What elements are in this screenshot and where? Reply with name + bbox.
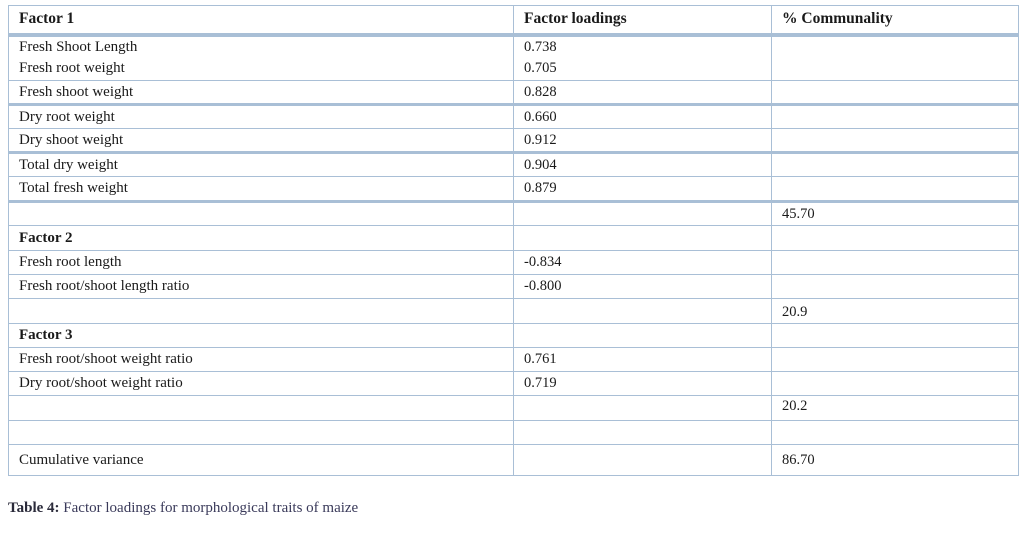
loading-cell [514,202,772,226]
communality-cell [772,105,1019,129]
table-row [9,35,1019,58]
trait-cell [9,299,514,324]
table-row [9,445,1019,476]
communality-value: 20.9 [772,299,1019,324]
loading-cell [514,324,772,348]
communality-cell [772,348,1019,372]
communality-cell [772,421,1019,445]
trait-cell [9,421,514,445]
caption-text: Factor loadings for morphological traits of maize [63,500,359,516]
loading-cell: 0.904 [514,153,772,177]
table-row [9,421,1019,445]
table-row [9,251,1019,275]
loading-cell: -0.800 [514,275,772,299]
table-row [9,348,1019,372]
table-caption [8,500,358,517]
table-row [9,129,1019,153]
trait-cell: Fresh Shoot Length [9,35,514,58]
trait-cell: Fresh root/shoot weight ratio [9,348,514,372]
trait-cell: Dry shoot weight [9,129,514,153]
header-communality: % Communality [772,6,1019,35]
communality-value: 45.70 [772,202,1019,226]
factor-heading: Factor 2 [9,226,514,251]
header-factor: Factor 1 [9,6,514,35]
loading-cell: 0.828 [514,81,772,105]
loading-cell: 0.719 [514,372,772,396]
table-row [9,81,1019,105]
table-row [9,275,1019,299]
cumulative-variance-label: Cumulative variance [9,445,514,476]
communality-cell [772,251,1019,275]
table-row [9,299,1019,324]
communality-cell [772,372,1019,396]
communality-cell [772,324,1019,348]
loading-cell [514,445,772,476]
trait-cell: Total fresh weight [9,177,514,202]
communality-cell [772,177,1019,202]
loading-cell: -0.834 [514,251,772,275]
header-factor-loadings: Factor loadings [514,6,772,35]
trait-cell: Fresh root length [9,251,514,275]
loading-cell: 0.738 [514,35,772,58]
communality-cell [772,35,1019,58]
communality-cell [772,226,1019,251]
factor-heading: Factor 3 [9,324,514,348]
trait-cell [9,202,514,226]
caption-label: Table 4: [8,500,60,516]
loading-cell: 0.705 [514,58,772,81]
factor-loadings-table [8,5,1019,476]
trait-cell: Total dry weight [9,153,514,177]
table-row [9,324,1019,348]
communality-cell [772,81,1019,105]
communality-cell [772,153,1019,177]
communality-value: 20.2 [772,396,1019,421]
trait-cell: Fresh root/shoot length ratio [9,275,514,299]
table-row [9,177,1019,202]
communality-cell [772,129,1019,153]
table-header-row [9,6,1019,35]
communality-cell [772,58,1019,81]
loading-cell: 0.660 [514,105,772,129]
cumulative-variance-value: 86.70 [772,445,1019,476]
table-row [9,226,1019,251]
trait-cell: Fresh root weight [9,58,514,81]
loading-cell [514,396,772,421]
table-row [9,202,1019,226]
loading-cell [514,226,772,251]
trait-cell: Dry root/shoot weight ratio [9,372,514,396]
trait-cell: Dry root weight [9,105,514,129]
loading-cell [514,299,772,324]
table-row [9,58,1019,81]
table-row [9,153,1019,177]
table-row [9,396,1019,421]
loading-cell: 0.761 [514,348,772,372]
trait-cell [9,396,514,421]
loading-cell [514,421,772,445]
communality-cell [772,275,1019,299]
table-row [9,105,1019,129]
loading-cell: 0.879 [514,177,772,202]
trait-cell: Fresh shoot weight [9,81,514,105]
loading-cell: 0.912 [514,129,772,153]
table-row [9,372,1019,396]
